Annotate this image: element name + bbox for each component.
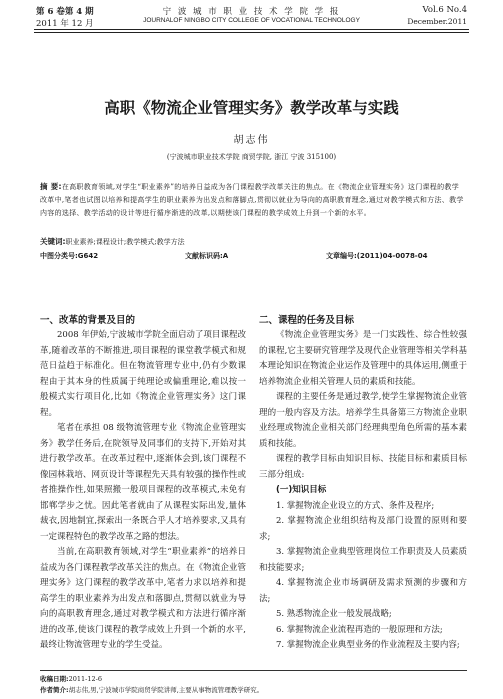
header-rule-thin — [34, 32, 469, 33]
left-column — [40, 313, 246, 654]
author-bio — [40, 685, 467, 696]
list-item: 7. 掌握物流企业典型业务的作业流程及主要内容; — [276, 640, 460, 650]
subsection-heading: (一)知识目标 — [276, 485, 327, 495]
article-number: 文章编号:(2011)04-0078-04 — [326, 252, 428, 260]
list-item: 5. 熟悉物流企业一般发展战略; — [276, 609, 392, 619]
received-label: 收稿日期: — [40, 675, 69, 683]
keywords — [40, 236, 185, 247]
right-column — [259, 313, 467, 654]
author-bio-label: 作者简介: — [40, 686, 69, 694]
abstract — [40, 180, 466, 220]
list-item: 6. 掌握物流企业流程再造的一般原理和方法; — [276, 624, 443, 635]
header-rule — [34, 29, 469, 30]
paragraph: 2008 年伊始,宁波城市学院全面启动了项目课程改革,随着改革的不断推进,项目课程的课堂教学模式和规范日益趋于标准化。但在物流管理专业中,仍有少数课程由于其本身的性质属于纯理论或偏重理论,难以按一般模式实行项目化,比如《物流企业管理实务》这门课程。 — [40, 330, 246, 418]
author-name: 胡志伟 — [233, 135, 270, 146]
list-item: 2. 掌握物流企业组织结构及部门设置的原则和要求; — [259, 516, 467, 542]
paragraph: 课程的主要任务是通过教学,使学生掌握物流企业管理的一般内容及方法。培养学生具备第三方物流企业职业经理或物流企业相关部门经理典型角色所需的基本素质和技能。 — [259, 392, 467, 449]
received-value: 2011-12-6 — [68, 675, 102, 683]
list-item: 4. 掌握物流企业市场调研及需求预测的步骤和方法; — [259, 578, 467, 604]
received-date — [40, 674, 467, 685]
affiliation: (宁波城市职业技术学院 商贸学院, 浙江 宁波 315100) — [166, 153, 337, 161]
list-item: 3. 掌握物流企业典型管理岗位工作职责及人员素质和技能要求; — [259, 547, 467, 573]
list-item: 1. 掌握物流企业设立的方式、条件及程序; — [276, 500, 435, 511]
keywords-label: 关键词: — [40, 237, 66, 246]
author-bio-text: 胡志伟,男,宁波城市学院商贸学院讲师,主要从事物流管理教学研究。 — [68, 686, 264, 694]
volume-en: Vol.6 No.4 — [422, 5, 467, 15]
paragraph: 课程的教学目标由知识目标、技能目标和素质目标三部分组成: — [259, 454, 467, 480]
date-en: December.2011 — [407, 17, 467, 26]
keywords-text: 职业素养;课程设计;教学模式;教学方法 — [65, 238, 185, 246]
journal-name-en: JOURNALOF NINGBO CITY COLLEGE OF VOCATIONAL TECHNOLOGY — [143, 17, 360, 24]
journal-header — [0, 0, 503, 50]
footnote — [40, 670, 467, 696]
issue-cn: 第 6 卷第 4 期 — [36, 7, 94, 17]
abstract-label: 摘 要: — [40, 182, 62, 191]
journal-name-cn: 宁 波 城 市 职 业 技 术 学 院 学 报 — [162, 7, 341, 17]
section-heading-2: 二、课程的任务及目标 — [259, 315, 355, 326]
abstract-text: 在高职教育领域,对学生“职业素养”的培养日益成为各门课程教学改革关注的焦点。在《物流企业管理实务》这门课程的教学改革中,笔者也试图以培养和提高学生的职业素养为出发点和落脚点,贯彻以就业为导向的高职教育理念,通过对教学模式和方法、教学内容的选择、教学活动的设计等进行循序渐进的改革,以期使该门课程的教学成效上升到一个新的水平。 — [40, 183, 464, 217]
document-code: 文献标识码:A — [185, 252, 229, 260]
paragraph: 《物流企业管理实务》是一门实践性、综合性较强的课程,它主要研究管理学及现代企业管理等相关学科基本理论知识在物流企业运作及管理中的具体运用,侧重于培养物流企业相关管理人员的素质和技能。 — [259, 330, 467, 387]
paragraph: 笔者在承担 08 级物流管理专业《物流企业管理实务》教学任务后,在院领导及同事们的支持下,开始对其进行教学改革。在改革过程中,逐渐体会到,该门课程不像园林栽培、网页设计等课程先天具有较强的操作性或者推操作性,如果照搬一般项目课程的改革模式,未免有邯郸学步之忧。因此笔者就由了从课程实际出发,量体裁衣,因地制宜,探索出一条既合乎人才培养要求,又具有一定课程特色的教学改革之路的想法。 — [40, 423, 246, 542]
paragraph: 当前,在高职教育领域,对学生“职业素养”的培养日益成为各门课程教学改革关注的焦点。在《物流企业管理实务》这门课程的教学改革中,笔者力求以培养和提高学生的职业素养为出发点和落脚点,贯彻以就业为导向的高职教育理念,通过对教学模式和方法进行循序渐进的改革,使该门课程的教学成效上升到一个新的水平,最终让物流管理专业的学生受益。 — [40, 547, 246, 650]
clc-number: 中图分类号:G642 — [40, 252, 99, 260]
section-heading-1: 一、改革的背景及目的 — [40, 315, 136, 326]
date-cn: 2011 年 12 月 — [36, 19, 94, 29]
article-title: 高职《物流企业管理实务》教学改革与实践 — [104, 99, 399, 117]
